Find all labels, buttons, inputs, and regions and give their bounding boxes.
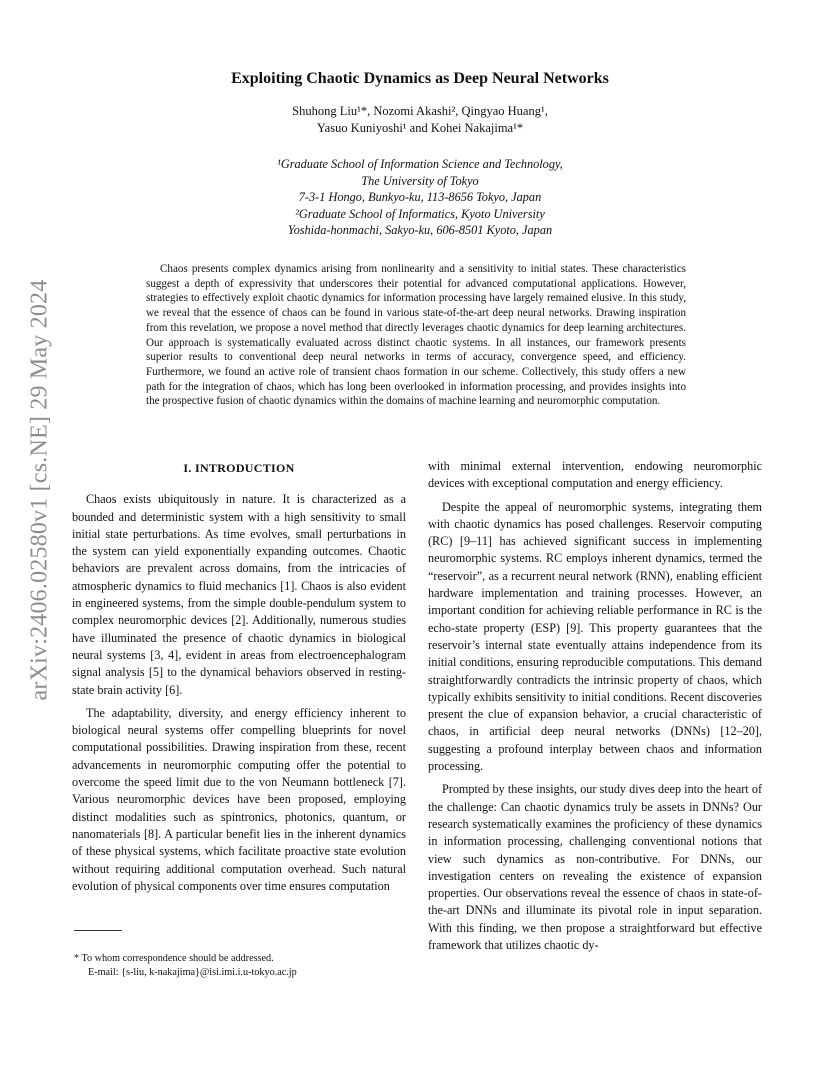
footnote-line: * To whom correspondence should be addressed. (74, 953, 274, 964)
abstract (146, 262, 686, 409)
left-column (72, 460, 406, 901)
body-paragraph: Prompted by these insights, our study dives deep into the heart of the challenge: Can chaotic dynamics truly be assets in DNNs? Our research systematically examines the proficiency of these dynamics in information processing, challenging conventional notions that view such dynamics as non-contributive. For DNNs, our investigation centers on revealing the existence of expansion properties. Our observations reveal the essence of chaos in state-of-the-art DNNs and illuminate its pivotal role in input separation. With this finding, we then propose a straightforward but effective framework that utilizes chaotic dy- (428, 782, 762, 953)
right-column (428, 458, 762, 960)
author-line-2: Yasuo Kuniyoshi¹ and Kohei Nakajima¹* (316, 121, 524, 135)
footnote-email[interactable]: E-mail: {s-liu, k-nakajima}@isi.imi.i.u-tokyo.ac.jp (88, 966, 297, 978)
arxiv-identifier-stamp (20, 280, 60, 700)
body-paragraph: Despite the appeal of neuromorphic systems, integrating them with chaotic dynamics has posed challenges. Reservoir computing (RC) [9–11] has achieved significant success in implementing neuromorphic systems. RC employs inherent dynamics, termed the “reservoir”, as a recurrent neural network (RNN), enabling efficient hardware implementation and training processes. However, an important condition for achieving reliable performance in RC is the echo-state property (ESP) [9]. This property guarantees that the reservoir’s internal state eventually attains independence from its initial conditions, ensuring reproducible computations. This demand straightforwardly contradicts the intrinsic property of chaos, which typically exhibits sensitivity to initial conditions. Recent discoveries present the clue of expansion behavior, a crucial characteristic of chaos, in artificial deep neural networks (DNNs) [12–20], suggesting a profound interplay between chaos and information processing. (428, 499, 762, 774)
affiliations (150, 156, 690, 239)
paper-title: Exploiting Chaotic Dynamics as Deep Neural Networks (231, 70, 609, 87)
affiliation-line: ²Graduate School of Informatics, Kyoto University (295, 206, 545, 221)
body-paragraph: The adaptability, diversity, and energy efficiency inherent to biological neural systems offer compelling blueprints for novel computational possibilities. Drawing inspiration from these, recent advancements in neuromorphic computing offer the potential to overcome the speed limit due to the von Neumann bottleneck [7]. Various neuromorphic devices have been proposed, employing distinct modalities such as spintronics, photonics, quantum, or nanomaterials [8]. A particular benefit lies in the inherent dynamics of these physical systems, which facilitate proactive state evolution without requiring additional computation overhead. Such natural evolution of physical components over time ensures computation (72, 705, 406, 893)
footnote (74, 952, 404, 979)
body-paragraph: Chaos exists ubiquitously in nature. It is characterized as a bounded and deterministic system with a high sensitivity to small initial state perturbations. As time evolves, small perturbations in the system can yield exponentially expanding outcomes. Chaotic behaviors are prevalent across domains, from the intricacies of atmospheric dynamics to fluid mechanics [1]. Chaos is also evident in engineered systems, from the simple double-pendulum system to complex neuromorphic devices [2]. Additionally, numerous studies have illuminated the presence of chaotic dynamics in biological neural systems [3, 4], evident in areas from electroencephalogram signal analysis [5] to the dynamical behaviors observed in resting-state brain activity [6]. (72, 492, 406, 697)
section-heading-introduction: I. INTRODUCTION (183, 461, 295, 475)
author-list (150, 103, 690, 137)
affiliation-line: ¹Graduate School of Information Science and Technology, (277, 157, 563, 171)
abstract-text: Chaos presents complex dynamics arising from nonlinearity and a sensitivity to initial states. These characteristics suggest a depth of expressivity that underscores their potential for advanced computational applications. However, strategies to effectively exploit chaotic dynamics for information processing have largely remained elusive. In this study, we reveal that the essence of chaos can be found in various state-of-the-art deep neural networks. Drawing inspiration from this revelation, we propose a novel method that directly leverages chaotic dynamics for deep learning architectures. Our approach is systematically evaluated across distinct chaotic systems. In all instances, our framework presents superior results to conventional deep neural networks in terms of accuracy, convergence speed, and efficiency. Furthermore, we found an active role of transient chaos formation in our scheme. Collectively, this study offers a new path for the integration of chaos, which has long been overlooked in information processing, and provides insights into the prospective fusion of chaotic dynamics within the domains of machine learning and neuromorphic computation. (146, 263, 686, 408)
affiliation-line: The University of Tokyo (361, 173, 479, 188)
arxiv-stamp-text: arXiv:2406.02580v1 [cs.NE] 29 May 2024 (26, 279, 53, 701)
affiliation-line: Yoshida-honmachi, Sakyo-ku, 606-8501 Kyoto, Japan (287, 223, 553, 237)
body-paragraph: with minimal external intervention, endowing neuromorphic devices with exceptional computation and energy efficiency. (428, 459, 762, 491)
author-line-1: Shuhong Liu¹*, Nozomi Akashi², Qingyao Huang¹, (292, 104, 548, 118)
footnote-divider (74, 930, 122, 931)
affiliation-line: 7-3-1 Hongo, Bunkyo-ku, 113-8656 Tokyo, Japan (298, 190, 542, 204)
